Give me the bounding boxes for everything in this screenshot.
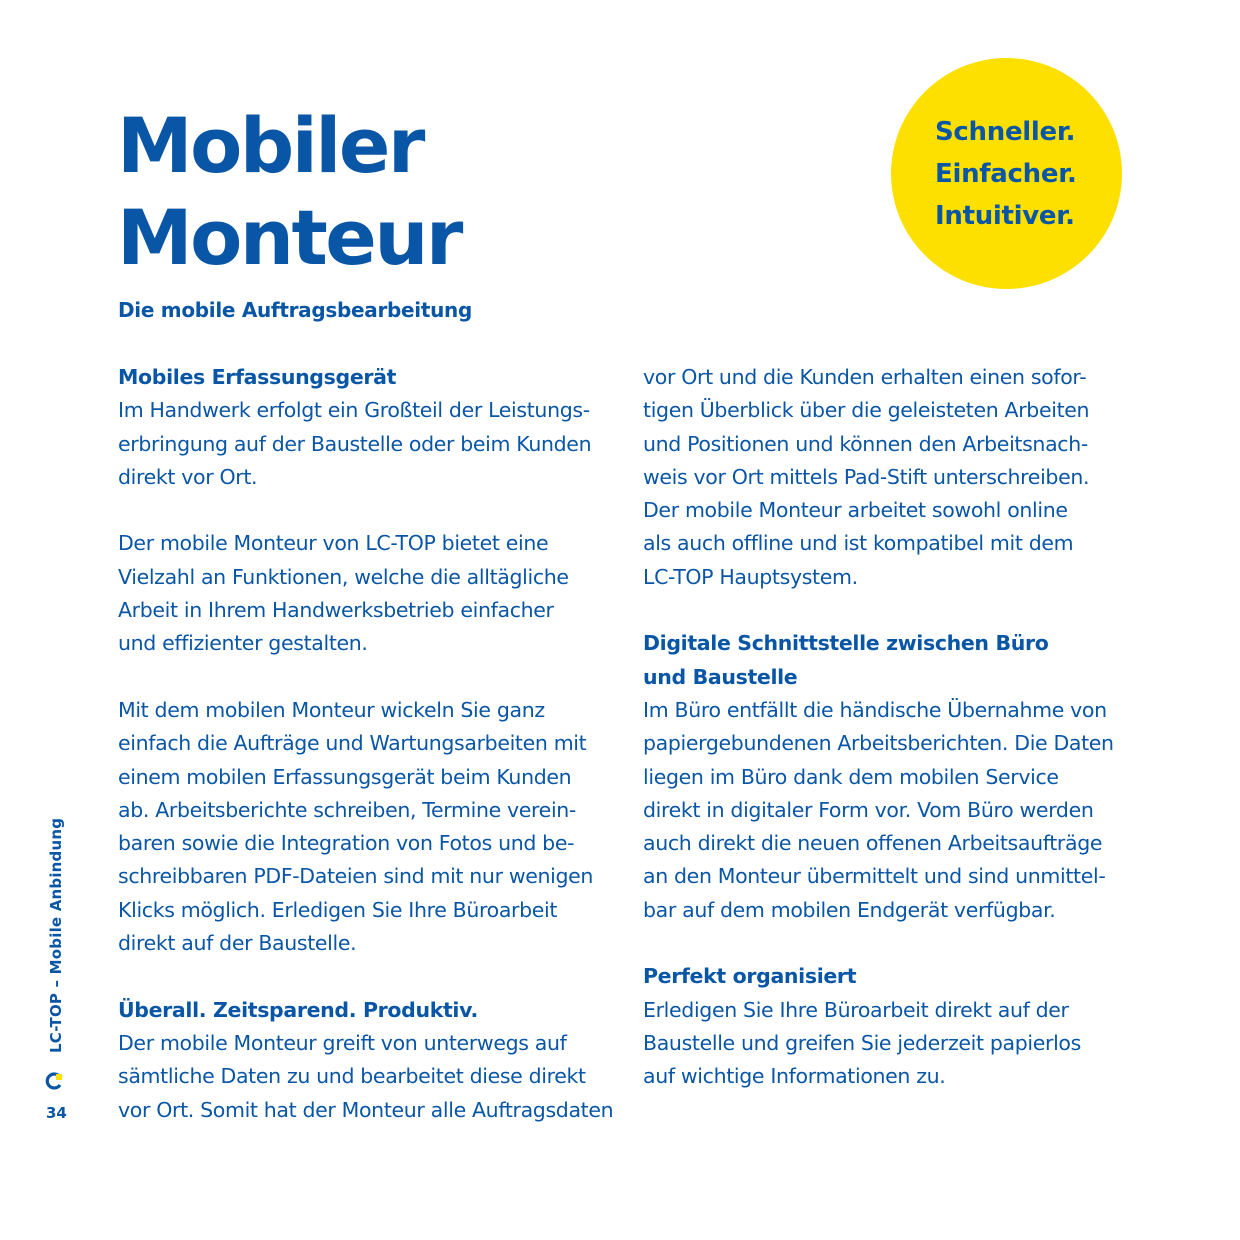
text-line: weis vor Ort mittels Pad-Stift unterschreiben.: [643, 464, 1090, 489]
text-line: auch direkt die neuen offenen Arbeitsaufträge: [643, 831, 1103, 856]
paragraph: [643, 694, 1133, 927]
text-line: an den Monteur übermittelt und sind unmittel-: [643, 864, 1106, 889]
text-line: LC-TOP Hauptsystem.: [643, 564, 858, 589]
paragraph: [643, 361, 1133, 594]
paragraph: [118, 394, 618, 494]
text-line: Mit dem mobilen Monteur wickeln Sie ganz: [118, 697, 545, 722]
section-label: LC-TOP – Mobile Anbindung: [47, 817, 65, 1053]
text-line: liegen im Büro dank dem mobilen Service: [643, 764, 1059, 789]
paragraph: [643, 994, 1133, 1094]
lc-top-logo-icon: [45, 1071, 65, 1091]
page-title: [117, 100, 461, 284]
text-line: ab. Arbeitsberichte schreiben, Termine verein-: [118, 797, 576, 822]
yellow-badge: [891, 58, 1122, 289]
text-line: sämtliche Daten zu und bearbeitet diese direkt: [118, 1064, 586, 1089]
text-line: Erledigen Sie Ihre Büroarbeit direkt auf der: [643, 997, 1069, 1022]
badge-line-1: Schneller.: [935, 117, 1076, 147]
text-line: einem mobilen Erfassungsgerät beim Kunden: [118, 764, 572, 789]
text-line: baren sowie die Integration von Fotos und be-: [118, 831, 575, 856]
text-line: erbringung auf der Baustelle oder beim Kunden: [118, 431, 592, 456]
paragraph: [118, 1027, 618, 1127]
text-line: als auch offline und ist kompatibel mit dem: [643, 531, 1074, 556]
text-line: und effizienter gestalten.: [118, 631, 368, 656]
text-line: vor Ort. Somit hat der Monteur alle Auftragsdaten: [118, 1097, 614, 1122]
text-line: direkt in digitaler Form vor. Vom Büro werden: [643, 797, 1094, 822]
badge-line-2: Einfacher.: [935, 159, 1077, 189]
section-heading-ueberall: Überall. Zeitsparend. Produktiv.: [118, 997, 478, 1022]
page-subtitle: Die mobile Auftragsbearbeitung: [118, 298, 473, 322]
left-column: [118, 361, 618, 1127]
text-line: Baustelle und greifen Sie jederzeit papierlos: [643, 1030, 1081, 1055]
page-number: 34: [46, 1104, 67, 1122]
text-line: Der mobile Monteur arbeitet sowohl online: [643, 498, 1068, 523]
paragraph: [118, 527, 618, 660]
text-line: vor Ort und die Kunden erhalten einen sofor-: [643, 365, 1087, 389]
badge-text: [935, 111, 1077, 237]
section-heading-digitale-schnittstelle: [643, 627, 1133, 694]
heading-line: Digitale Schnittstelle zwischen Büro: [643, 631, 1049, 656]
text-line: schreibbaren PDF-Dateien sind mit nur wenigen: [118, 864, 594, 889]
title-line-1: Mobiler: [117, 101, 423, 190]
badge-line-3: Intuitiver.: [935, 201, 1075, 231]
text-line: und Positionen und können den Arbeitsnach-: [643, 431, 1088, 456]
paragraph: [118, 694, 618, 960]
right-column: [643, 361, 1133, 1094]
text-line: Arbeit in Ihrem Handwerksbetrieb einfacher: [118, 598, 554, 623]
text-line: Im Handwerk erfolgt ein Großteil der Leistungs-: [118, 398, 590, 423]
text-line: Der mobile Monteur greift von unterwegs auf: [118, 1030, 567, 1055]
section-heading-perfekt-organisiert: Perfekt organisiert: [643, 964, 857, 989]
text-line: direkt vor Ort.: [118, 464, 258, 489]
text-line: tigen Überblick über die geleisteten Arbeiten: [643, 398, 1090, 423]
text-line: bar auf dem mobilen Endgerät verfügbar.: [643, 897, 1056, 922]
page-footer-sidebar: [30, 800, 90, 1140]
heading-line: und Baustelle: [643, 664, 798, 689]
section-heading-mobiles-erfassungsgeraet: Mobiles Erfassungsgerät: [118, 365, 397, 389]
text-line: Der mobile Monteur von LC-TOP bietet eine: [118, 531, 549, 556]
title-line-2: Monteur: [117, 193, 461, 282]
text-line: einfach die Aufträge und Wartungsarbeiten mit: [118, 731, 587, 756]
text-line: Vielzahl an Funktionen, welche die alltägliche: [118, 564, 569, 589]
text-line: auf wichtige Informationen zu.: [643, 1064, 946, 1089]
text-line: Im Büro entfällt die händische Übernahme von: [643, 697, 1107, 722]
text-line: papiergebundenen Arbeitsberichten. Die Daten: [643, 731, 1114, 756]
text-line: Klicks möglich. Erledigen Sie Ihre Büroarbeit: [118, 897, 558, 922]
text-line: direkt auf der Baustelle.: [118, 931, 357, 956]
